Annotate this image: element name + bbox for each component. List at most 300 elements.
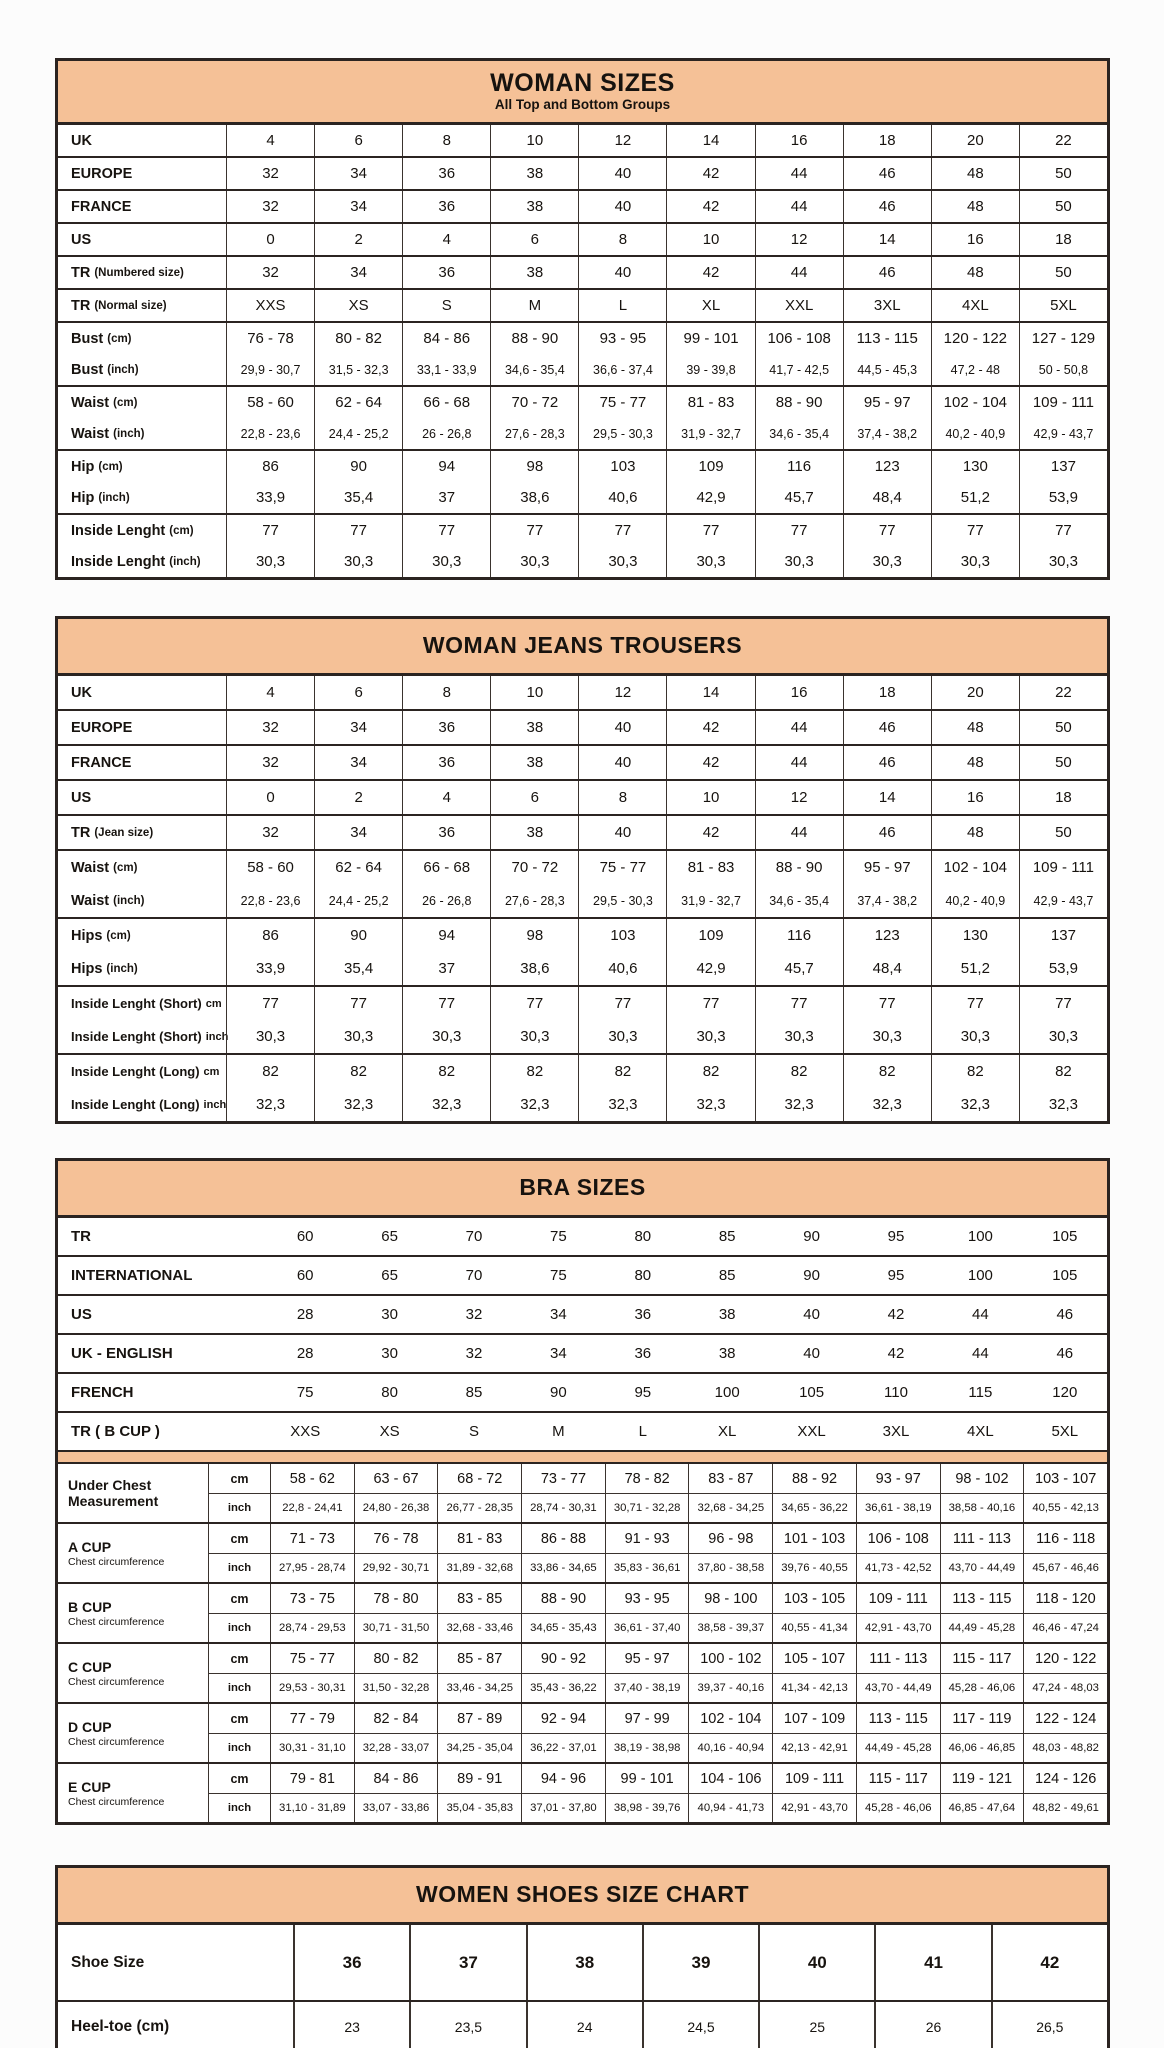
row-label [58,1374,263,1411]
table-cell: 102 - 104 [931,387,1019,418]
table-cell: 2 [314,224,402,255]
table-cell: 77 [578,987,666,1020]
table-cell: 48,03 - 48,82 [1023,1733,1107,1762]
table-row [58,482,1107,513]
table-cell: 38 [490,711,578,744]
table-cell: 77 [578,515,666,546]
table-cell: 103 - 105 [772,1584,856,1613]
table-cell: L [578,290,666,321]
row-label-note: (inch) [106,962,138,975]
table-cell: 5XL [1019,290,1107,321]
row-label-text: Bust [71,330,104,347]
table-cell: 109 - 111 [1019,387,1107,418]
table-cell: 109 - 111 [1019,851,1107,884]
table-cell: XXS [290,1423,321,1440]
table-cell: 38 [718,1345,736,1362]
table-title: WOMAN SIZES [490,69,675,97]
table-cell: 120 - 122 [1023,1644,1107,1673]
table-cell: 16 [931,781,1019,814]
table-cell: 80 - 82 [314,323,402,354]
table-cell: 40 [578,816,666,849]
table-cell: 80 - 82 [354,1644,438,1673]
cup-label [58,1764,208,1822]
table-cell: 30,3 [490,546,578,577]
table-cell: 38 [490,191,578,222]
table-cell: 75 - 77 [578,851,666,884]
woman-sizes-body [58,125,1107,577]
row-label-text: Inside Lenght (Long) [71,1097,200,1112]
table-cell: 18 [1019,224,1107,255]
table-cell: 14 [666,676,754,709]
table-cell: 77 [226,515,314,546]
table-cell: 109 [666,451,754,482]
row-label [58,546,226,577]
table-cell: 90 [550,1384,567,1401]
table-cell: 77 [666,515,754,546]
table-cell: 33,9 [226,952,314,985]
table-cell: 41,34 - 42,13 [772,1673,856,1702]
table-cell: 48 [931,746,1019,779]
table-row-group [58,513,1107,577]
row-label-text: TR [71,264,91,281]
table-cell: 44 [755,746,843,779]
table-cell: 36 [634,1345,652,1362]
table-cell: 82 [226,1055,314,1088]
table-row-group [58,985,1107,1053]
table-cell: 30,3 [1019,1020,1107,1053]
table-cell: 32,3 [226,1088,314,1121]
table-cell: 46 [1056,1306,1074,1323]
table-cell: 28,74 - 30,31 [521,1493,605,1522]
table-row [58,1335,1107,1372]
row-label-text: TR ( B CUP ) [71,1423,160,1440]
table-cell: 30,3 [578,1020,666,1053]
table-cell: 32 [226,746,314,779]
table-cell: 65 [381,1228,398,1245]
table-cell: 38,98 - 39,76 [605,1793,689,1822]
table-cell: 88 - 90 [521,1584,605,1613]
table-cell: 43,70 - 44,49 [940,1553,1024,1582]
table-cell: 82 - 84 [354,1704,438,1733]
table-cell: 31,5 - 32,3 [314,354,402,385]
table-cell: 18 [1019,781,1107,814]
unit-cell: cm [208,1764,270,1793]
row-label-note: (inch) [107,363,139,376]
table-cell: 16 [755,676,843,709]
cup-label-text: Under Chest Measurement [68,1477,159,1509]
table-cell: 109 [666,919,754,952]
table-cell: 34 [550,1345,567,1362]
table-cell: 86 [226,919,314,952]
table-row-group [58,156,1107,189]
table-cell: 35,43 - 36,22 [521,1673,605,1702]
table-row [58,1020,1107,1053]
table-row [58,323,1107,354]
table-cell: 32 [226,257,314,288]
table-row-group [58,222,1107,255]
table-cell: 36 [293,1925,409,2000]
table-cell: 33,46 - 34,25 [437,1673,521,1702]
table-cell: 24 [526,2002,642,2048]
row-label-text: Inside Lenght [71,553,166,570]
row-label-text: Inside Lenght (Short) [71,996,202,1011]
table-row [58,354,1107,385]
table-cell: 38,58 - 39,37 [688,1613,772,1642]
table-cell: 32,3 [755,1088,843,1121]
table-cell: 63 - 67 [354,1464,438,1493]
table-cell: 38,19 - 38,98 [605,1733,689,1762]
table-cell: 30,3 [226,1020,314,1053]
table-cell: 30,71 - 32,28 [605,1493,689,1522]
table-cell: 42 [991,1925,1107,2000]
row-label [58,257,226,288]
table-cell: 34 [314,158,402,189]
table-cell: 42 [666,191,754,222]
table-cell: 123 [843,451,931,482]
cup-label-sub: Chest circumference [68,1675,165,1688]
table-cell: 88 - 90 [755,387,843,418]
row-label-note: (cm) [98,460,123,473]
table-cell: 30,3 [1019,546,1107,577]
table-cell: 98 [490,919,578,952]
table-cell: 29,53 - 30,31 [270,1673,354,1702]
table-cell: 30,3 [402,546,490,577]
table-cell: 50 [1019,816,1107,849]
cup-label [58,1464,208,1522]
bra-cup-group [58,1522,1107,1582]
table-cell: 77 [402,987,490,1020]
table-cell: 88 - 90 [755,851,843,884]
shoes-title-band [58,1868,1107,1925]
table-cell: 44 [755,158,843,189]
table-cell: 46 [843,816,931,849]
table-cell: 88 - 92 [772,1464,856,1493]
table-cell: 36,61 - 38,19 [856,1493,940,1522]
table-cell: 2 [314,781,402,814]
table-row [58,224,1107,255]
table-cell: 34 [314,191,402,222]
table-cell: 73 - 75 [270,1584,354,1613]
row-label [58,515,226,546]
table-cell: 40,2 - 40,9 [931,418,1019,449]
table-cell: 58 - 60 [226,387,314,418]
table-row-group [58,321,1107,385]
table-cell: 68 - 72 [437,1464,521,1493]
table-cell: 71 - 73 [270,1524,354,1553]
table-cell: 32,3 [490,1088,578,1121]
row-label-text: FRANCE [71,754,132,771]
table-cell: 48 [931,158,1019,189]
table-row [58,884,1107,917]
table-cell: 111 - 113 [940,1524,1024,1553]
row-label-text: Waist [71,425,110,442]
table-row [58,158,1107,189]
table-cell: 26 - 26,8 [402,418,490,449]
table-cell: 34 [314,711,402,744]
table-cell: 82 [1019,1055,1107,1088]
table-cell: 58 - 60 [226,851,314,884]
table-cell: 70 - 72 [490,387,578,418]
table-cell: 44 [972,1345,989,1362]
row-label-text: TR [71,824,91,841]
table-cell: 36 [402,816,490,849]
divider-strip [58,1450,1107,1464]
table-cell: 6 [490,781,578,814]
table-cell: 8 [402,676,490,709]
table-cell: 39 [642,1925,758,2000]
table-cell: 12 [578,676,666,709]
row-label-note: (cm) [113,861,138,874]
row-label-text: US [71,789,92,806]
table-cell: 37,4 - 38,2 [843,418,931,449]
table-cell: 105 [799,1384,825,1401]
table-cell: 40,16 - 40,94 [688,1733,772,1762]
row-label [58,952,226,985]
table-cell: 75 [550,1267,567,1284]
table-cell: 30,3 [843,1020,931,1053]
table-cell: 45,67 - 46,46 [1023,1553,1107,1582]
table-cell: 77 [755,987,843,1020]
table-cell: 48 [931,711,1019,744]
table-cell: 32,3 [402,1088,490,1121]
table-cell: XXL [797,1423,826,1440]
woman-sizes-title-band [58,61,1107,125]
table-cell: 26,5 [991,2002,1107,2048]
table-cell: 14 [666,125,754,156]
table-cell: 30,3 [314,1020,402,1053]
table-cell: 36 [402,711,490,744]
table-row [58,781,1107,814]
table-cell: 34,25 - 35,04 [437,1733,521,1762]
table-cell: 86 [226,451,314,482]
table-cell: 87 - 89 [437,1704,521,1733]
table-cell: 77 [226,987,314,1020]
table-cell: 120 [1052,1384,1078,1401]
table-cell: 122 - 124 [1023,1704,1107,1733]
bra-cup-group [58,1762,1107,1822]
table-cell: XXS [226,290,314,321]
table-cell: 42 [666,257,754,288]
table-cell: 113 - 115 [843,323,931,354]
bra-cup-group [58,1464,1107,1522]
table-row [58,952,1107,985]
table-row [58,257,1107,288]
table-cell: 46 [843,746,931,779]
table-cell: 79 - 81 [270,1764,354,1793]
table-cell: 77 [490,515,578,546]
table-cell: 62 - 64 [314,387,402,418]
row-label-note: inch [203,1098,227,1111]
table-cell: 58 - 62 [270,1464,354,1493]
table-cell: 30 [381,1345,398,1362]
row-label-text: Hips [71,927,103,944]
table-row-group [58,676,1107,709]
row-label-text: US [71,231,92,248]
table-cell: 116 [755,919,843,952]
table-cell: 104 - 106 [688,1764,772,1793]
woman-sizes-table [55,58,1110,580]
table-cell: 80 [634,1228,652,1245]
table-cell: 14 [843,224,931,255]
table-cell: 81 - 83 [666,851,754,884]
table-row-group [58,779,1107,814]
row-label [58,781,226,814]
table-cell: 0 [226,781,314,814]
table-cell: 8 [578,781,666,814]
table-cell: 115 [968,1384,993,1401]
table-title: WOMAN JEANS TROUSERS [422,632,743,658]
unit-cell: inch [208,1553,270,1582]
table-cell: 44 [972,1306,989,1323]
table-row-group [58,288,1107,321]
table-cell: 93 - 97 [856,1464,940,1493]
cup-label-text: B CUP [68,1598,112,1615]
table-cell: 48,4 [843,952,931,985]
table-cell: 36,6 - 37,4 [578,354,666,385]
unit-cell: cm [208,1464,270,1493]
table-cell: 38 [490,816,578,849]
row-label [58,746,226,779]
table-row [58,746,1107,779]
table-cell: 106 - 108 [856,1524,940,1553]
table-cell: 29,92 - 30,71 [354,1553,438,1582]
table-cell: 12 [578,125,666,156]
row-label-text: Heel-toe (cm) [71,2017,170,2035]
bra-sizes-table [55,1158,1110,1825]
table-cell: 130 [931,919,1019,952]
table-row [58,387,1107,418]
table-cell: 40 [578,158,666,189]
table-cell: 32 [226,711,314,744]
table-cell: 100 [967,1267,993,1284]
bra-cups-body [58,1464,1107,1822]
table-cell: 84 - 86 [354,1764,438,1793]
bra-sizes-title-band [58,1161,1107,1218]
table-cell: 3XL [882,1423,910,1440]
table-cell: 99 - 101 [666,323,754,354]
table-cell: 4 [402,781,490,814]
table-cell: 90 [314,451,402,482]
row-label-note: inch [205,1030,229,1043]
table-cell: 46 [843,257,931,288]
table-cell: 35,4 [314,952,402,985]
table-cell: 45,28 - 46,06 [940,1673,1024,1702]
table-cell: 22,8 - 23,6 [226,884,314,917]
table-cell: 34,65 - 36,22 [772,1493,856,1522]
table-cell: 42,9 [666,952,754,985]
table-row [58,1413,1107,1450]
table-cell: 32,3 [666,1088,754,1121]
table-cell: 94 - 96 [521,1764,605,1793]
table-cell: 113 - 115 [856,1704,940,1733]
table-cell: 44 [755,816,843,849]
table-cell: 85 [718,1228,736,1245]
table-row [58,816,1107,849]
table-title: BRA SIZES [519,1174,646,1200]
row-label-text: FRENCH [71,1384,134,1401]
woman-jeans-table [55,616,1110,1124]
woman-jeans-body [58,676,1107,1121]
table-cell: 46 [1056,1345,1074,1362]
table-cell: 105 [1052,1228,1078,1245]
table-cell: 22 [1019,676,1107,709]
table-cell: 36,22 - 37,01 [521,1733,605,1762]
table-row [58,1257,1107,1294]
cup-label [58,1584,208,1642]
table-cell: 20 [931,676,1019,709]
table-cell: 50 [1019,191,1107,222]
table-cell: 44,49 - 45,28 [940,1613,1024,1642]
table-cell: 33,07 - 33,86 [354,1793,438,1822]
table-cell: 32 [226,158,314,189]
table-row-group [58,1372,1107,1411]
table-row [58,1374,1107,1411]
table-cell: 85 [718,1267,736,1284]
table-cell: 30,3 [666,546,754,577]
table-cell: 4 [226,125,314,156]
table-row-group [58,449,1107,513]
row-label [58,418,226,449]
table-row [58,987,1107,1020]
table-cell: 50 [1019,257,1107,288]
table-cell: 40,94 - 41,73 [688,1793,772,1822]
unit-cell: cm [208,1524,270,1553]
table-row-group [58,1053,1107,1121]
table-cell: 77 [402,515,490,546]
table-cell: 42 [666,746,754,779]
table-cell: 51,2 [931,952,1019,985]
unit-cell: inch [208,1613,270,1642]
cup-label-sub: Chest circumference [68,1615,165,1628]
table-cell: 85 [465,1384,483,1401]
table-cell: 93 - 95 [605,1584,689,1613]
row-label [58,676,226,709]
table-cell: 38,6 [490,952,578,985]
table-cell: 24,5 [642,2002,758,2048]
row-label-text: Inside Lenght [71,522,166,539]
table-cell: 130 [931,451,1019,482]
table-cell: 41,73 - 42,52 [856,1553,940,1582]
table-cell: 137 [1019,919,1107,952]
table-cell: 29,5 - 30,3 [578,884,666,917]
table-cell: 34,6 - 35,4 [490,354,578,385]
table-cell: XS [379,1423,400,1440]
table-cell: 81 - 83 [437,1524,521,1553]
row-label-note: (inch) [169,555,201,568]
table-cell: 22 [1019,125,1107,156]
bra-cup-group [58,1702,1107,1762]
table-cell: XXL [755,290,843,321]
table-row [58,191,1107,222]
row-label-text: UK [71,132,92,149]
table-cell: 26 [874,2002,990,2048]
table-cell: 32,3 [578,1088,666,1121]
table-cell: M [490,290,578,321]
table-cell: 45,7 [755,952,843,985]
row-label [58,387,226,418]
table-cell: 98 - 100 [688,1584,772,1613]
table-row-group [58,814,1107,849]
table-cell: 50 [1019,746,1107,779]
table-cell: 32,3 [843,1088,931,1121]
row-label-text: Waist [71,892,110,909]
row-label [58,1218,263,1255]
table-cell: 22,8 - 23,6 [226,418,314,449]
table-cell: 32,28 - 33,07 [354,1733,438,1762]
row-label-note: (inch) [113,894,145,907]
table-cell: 31,10 - 31,89 [270,1793,354,1822]
table-cell: 89 - 91 [437,1764,521,1793]
